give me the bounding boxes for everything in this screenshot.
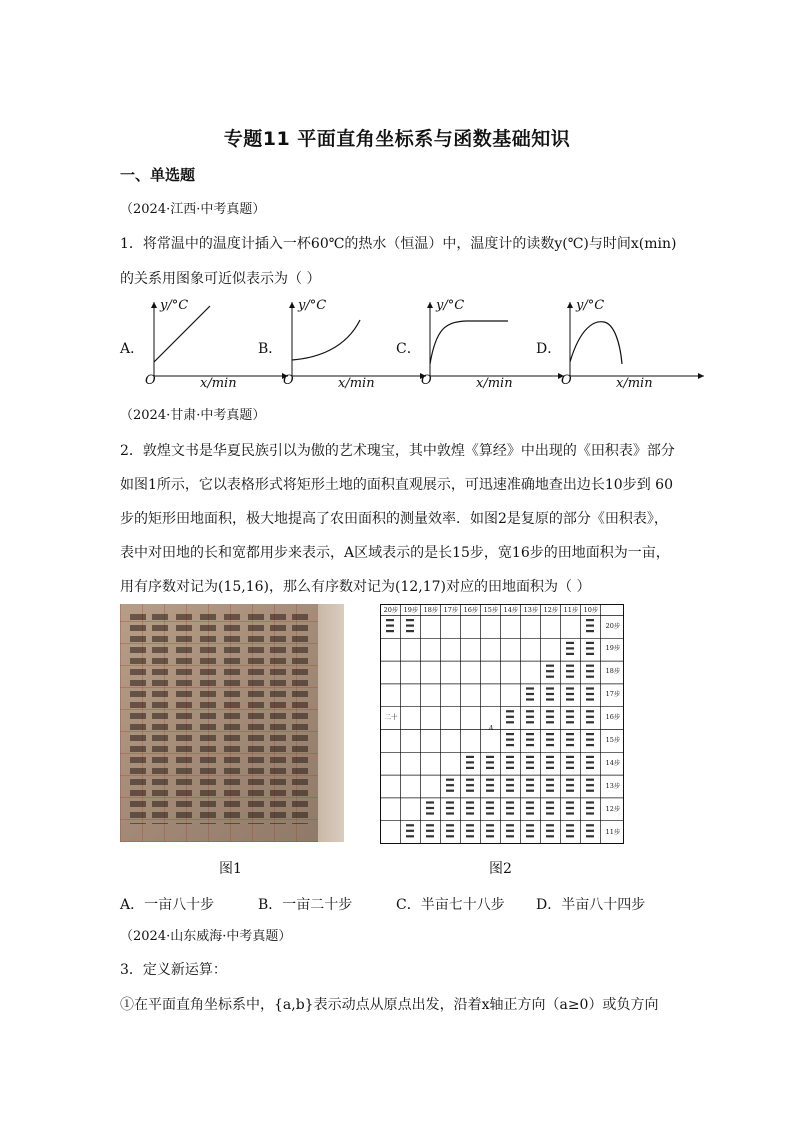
q3-stem-line-1: 3．定义新运算： [120, 962, 227, 978]
figure-2-field-table [380, 604, 624, 844]
table-cell-glyph [546, 790, 554, 792]
table-cell-glyph [526, 830, 534, 832]
table-cell-glyph [586, 647, 594, 649]
table-cell-glyph [446, 812, 454, 814]
table-cell-glyph [586, 676, 594, 678]
table-cell-glyph [486, 824, 494, 826]
table-cell-glyph [526, 756, 534, 758]
table-row-label: 11步 [605, 828, 621, 836]
table-cell-glyph [546, 698, 554, 700]
q1-b-ylabel: y/°C [298, 298, 327, 313]
table-cell-glyph [506, 807, 514, 809]
table-cell-glyph [446, 835, 454, 837]
q1-d-ylabel: y/°C [576, 298, 605, 313]
table-cell-glyph [486, 835, 494, 837]
table-cell-glyph [586, 687, 594, 689]
table-cell-glyph [586, 625, 594, 627]
table-cell-glyph [446, 830, 454, 832]
table-cell-glyph [586, 721, 594, 723]
table-cell-glyph [406, 830, 414, 832]
table-cell-glyph [506, 716, 514, 718]
table-cell-glyph [486, 790, 494, 792]
q1-a-ylabel: y/°C [160, 298, 189, 313]
q2-option-a[interactable]: A．一亩八十步 [120, 897, 215, 913]
table-cell-glyph [526, 824, 534, 826]
table-cell-glyph [446, 824, 454, 826]
q1-c-xlabel: x/min [476, 376, 513, 391]
table-header-cell: 14步 [503, 606, 519, 614]
table-cell-glyph [466, 807, 474, 809]
table-cell-glyph [426, 830, 434, 832]
table-cell-glyph [486, 767, 494, 769]
table-cell-glyph [446, 801, 454, 803]
table-cell-glyph [466, 830, 474, 832]
table-cell-glyph [506, 744, 514, 746]
table-cell-a: A [488, 724, 494, 732]
table-cell-glyph [546, 830, 554, 832]
table-cell-glyph [526, 744, 534, 746]
table-cell-glyph [506, 779, 514, 781]
table-cell-glyph [526, 739, 534, 741]
table-cell-glyph [426, 835, 434, 837]
table-cell-glyph [446, 807, 454, 809]
table-cell-glyph [546, 687, 554, 689]
table-cell-glyph [566, 665, 574, 667]
table-cell-glyph [586, 824, 594, 826]
table-cell-glyph [586, 653, 594, 655]
table-cell-glyph [566, 784, 574, 786]
table-cell-glyph [546, 784, 554, 786]
q1-d-xlabel: x/min [616, 376, 653, 391]
table-cell-glyph [586, 784, 594, 786]
table-cell-glyph [526, 710, 534, 712]
table-cell-glyph [526, 807, 534, 809]
q2-stem-line-3: 步的矩形田地面积，极大地提高了农田面积的测量效率．如图2是复原的部分《田积表》， [120, 511, 668, 527]
table-cell-glyph [506, 721, 514, 723]
table-cell-glyph [486, 784, 494, 786]
table-cell-glyph [546, 756, 554, 758]
table-header-cell: 20步 [383, 606, 399, 614]
q1-b-origin: O [283, 373, 294, 388]
table-cell-glyph [426, 801, 434, 803]
figure-1-caption: 图1 [219, 861, 242, 877]
table-row-label: 13步 [605, 782, 621, 790]
table-cell-glyph [566, 642, 574, 644]
table-cell-glyph [586, 665, 594, 667]
table-cell-glyph [406, 625, 414, 627]
table-row-label: 20步 [605, 622, 621, 630]
table-cell-glyph [486, 830, 494, 832]
table-cell-glyph [426, 807, 434, 809]
table-cell-glyph [566, 647, 574, 649]
table-cell-glyph [526, 721, 534, 723]
table-header-cell: 11步 [563, 606, 579, 614]
table-cell-glyph [466, 812, 474, 814]
table-cell-glyph [446, 779, 454, 781]
table-cell-glyph [566, 676, 574, 678]
table-cell-glyph [586, 630, 594, 632]
table-cell-glyph [566, 693, 574, 695]
q3-source: （2024·山东威海·中考真题） [120, 929, 292, 944]
table-cell-glyph [546, 807, 554, 809]
table-cell-glyph [546, 676, 554, 678]
table-cell-glyph [546, 767, 554, 769]
table-cell-glyph [506, 733, 514, 735]
table-cell-glyph [586, 801, 594, 803]
table-row-label: 18步 [605, 667, 621, 675]
q1-c-origin: O [421, 373, 432, 388]
table-cell-glyph [566, 790, 574, 792]
table-cell-glyph [586, 744, 594, 746]
q1-a-origin: O [145, 373, 156, 388]
table-cell-glyph [586, 767, 594, 769]
table-cell-glyph [546, 710, 554, 712]
table-cell-glyph [586, 716, 594, 718]
table-cell-glyph [566, 721, 574, 723]
table-row-label: 12步 [605, 805, 621, 813]
table-cell-glyph [566, 756, 574, 758]
table-cell-glyph [546, 801, 554, 803]
table-cell-glyph [566, 698, 574, 700]
table-cell-glyph [586, 807, 594, 809]
table-cell-glyph [506, 710, 514, 712]
table-cell-glyph [466, 801, 474, 803]
figure-1-manuscript-photo [120, 604, 344, 842]
table-cell-glyph [586, 733, 594, 735]
table-cell-glyph [526, 812, 534, 814]
q2-option-d[interactable]: D．半亩八十四步 [536, 897, 646, 913]
table-cell-glyph [506, 835, 514, 837]
table-cell-glyph [566, 830, 574, 832]
table-cell-glyph [506, 824, 514, 826]
table-cell-glyph [466, 784, 474, 786]
table-cell-glyph [526, 779, 534, 781]
table-cell-glyph [586, 739, 594, 741]
table-cell-glyph [566, 779, 574, 781]
table-cell-glyph [546, 835, 554, 837]
table-row-label: 17步 [605, 690, 621, 698]
table-cell-glyph [566, 767, 574, 769]
table-cell-glyph [386, 625, 394, 627]
q1-source: （2024·江西·中考真题） [120, 202, 266, 217]
table-cell-glyph [526, 767, 534, 769]
table-cell-glyph [546, 824, 554, 826]
table-cell-glyph [586, 698, 594, 700]
table-cell-glyph [486, 801, 494, 803]
table-cell-glyph [506, 812, 514, 814]
table-cell-glyph [546, 812, 554, 814]
table-cell-glyph [566, 687, 574, 689]
table-cell-glyph [526, 698, 534, 700]
table-header-cell: 12步 [543, 606, 559, 614]
table-cell-glyph [466, 761, 474, 763]
table-header-cell: 19步 [403, 606, 419, 614]
table-cell-glyph [546, 761, 554, 763]
table-cell-glyph [586, 790, 594, 792]
q2-stem-line-5: 用有序数对记为(15,16)，那么有序数对记为(12,17)对应的田地面积为（ ） [120, 579, 591, 595]
table-cell-glyph [526, 761, 534, 763]
table-cell-glyph [406, 630, 414, 632]
page-title: 专题11 平面直角坐标系与函数基础知识 [223, 128, 571, 150]
table-cell-glyph [486, 779, 494, 781]
table-cell-glyph [526, 801, 534, 803]
table-row-label: 15步 [605, 736, 621, 744]
table-cell-glyph [546, 716, 554, 718]
table-cell-glyph [546, 733, 554, 735]
table-cell-glyph [586, 756, 594, 758]
q2-source: （2024·甘肃·中考真题） [120, 408, 266, 423]
table-cell-glyph [546, 744, 554, 746]
table-cell-glyph [506, 790, 514, 792]
table-cell-glyph [566, 812, 574, 814]
table-cell-glyph [586, 693, 594, 695]
table-cell-glyph [466, 835, 474, 837]
table-header-cell: 13步 [523, 606, 539, 614]
table-cell-glyph [566, 744, 574, 746]
q2-stem-line-1: 2．敦煌文书是华夏民族引以为傲的艺术瑰宝，其中敦煌《算经》中出现的《田积表》部分 [120, 443, 675, 459]
q1-b-xlabel: x/min [338, 376, 375, 391]
table-cell-glyph [526, 784, 534, 786]
table-cell-glyph [506, 739, 514, 741]
table-cell-glyph [546, 665, 554, 667]
table-cell-glyph [566, 824, 574, 826]
table-cell-glyph [586, 812, 594, 814]
table-cell-glyph [566, 801, 574, 803]
table-cell-glyph [406, 824, 414, 826]
table-cell-glyph [486, 807, 494, 809]
table-cell-glyph [546, 670, 554, 672]
table-cell-glyph [566, 739, 574, 741]
table-header-cell: 17步 [443, 606, 459, 614]
table-cell-glyph [566, 761, 574, 763]
table-cell-glyph [486, 812, 494, 814]
table-cell-glyph [566, 716, 574, 718]
table-cell-glyph [526, 716, 534, 718]
table-cell-glyph [466, 767, 474, 769]
table-cell-glyph [486, 756, 494, 758]
table-cell-glyph [566, 733, 574, 735]
table-cell-glyph [526, 835, 534, 837]
table-cell-glyph [566, 807, 574, 809]
table-cell-glyph [506, 830, 514, 832]
q1-a-xlabel: x/min [200, 376, 237, 391]
table-row-label: 19步 [605, 644, 621, 652]
table-cell-glyph [406, 619, 414, 621]
table-cell-er-shi: 二十 [384, 713, 398, 721]
table-cell-glyph [466, 756, 474, 758]
table-cell-glyph [426, 812, 434, 814]
table-cell-glyph [566, 670, 574, 672]
table-cell-glyph [506, 784, 514, 786]
q1-d-origin: O [561, 373, 572, 388]
table-cell-glyph [526, 693, 534, 695]
q2-option-b[interactable]: B．一亩二十步 [258, 897, 353, 913]
section-heading: 一、单选题 [120, 166, 196, 184]
table-cell-glyph [506, 756, 514, 758]
table-cell-glyph [526, 687, 534, 689]
table-header-cell: 18步 [423, 606, 439, 614]
table-cell-glyph [386, 619, 394, 621]
table-cell-glyph [566, 710, 574, 712]
table-row-label: 16步 [605, 713, 621, 721]
table-cell-glyph [466, 824, 474, 826]
table-cell-glyph [546, 693, 554, 695]
table-header-cell: 15步 [483, 606, 499, 614]
table-cell-glyph [486, 761, 494, 763]
q1-option-d-label[interactable]: D． [536, 341, 562, 357]
table-cell-glyph [386, 630, 394, 632]
table-cell-glyph [526, 790, 534, 792]
table-cell-glyph [586, 761, 594, 763]
table-header-cell: 10步 [583, 606, 599, 614]
q1-option-a-label[interactable]: A． [120, 341, 145, 357]
q1-stem-line-1: 1．将常温中的温度计插入一杯60℃的热水（恒温）中，温度计的读数y(℃)与时间x(min) [120, 236, 677, 252]
table-cell-glyph [546, 721, 554, 723]
table-cell-glyph [566, 653, 574, 655]
q1-option-c-label[interactable]: C． [396, 341, 421, 357]
table-cell-glyph [446, 784, 454, 786]
table-cell-glyph [586, 830, 594, 832]
table-header-cell: 16步 [463, 606, 479, 614]
table-cell-glyph [586, 779, 594, 781]
q2-stem-line-4: 表中对田地的长和宽都用步来表示，A区域表示的是长15步，宽16步的田地面积为一亩， [120, 545, 670, 561]
table-cell-glyph [586, 710, 594, 712]
table-row-label: 14步 [605, 759, 621, 767]
table-cell-glyph [426, 824, 434, 826]
q3-stem-line-2: ①在平面直角坐标系中，{a,b}表示动点从原点出发，沿着x轴正方向（a≥0）或负方向 [120, 997, 659, 1013]
table-cell-glyph [506, 767, 514, 769]
table-cell-glyph [466, 779, 474, 781]
table-cell-glyph [506, 761, 514, 763]
table-cell-glyph [546, 779, 554, 781]
table-cell-glyph [406, 835, 414, 837]
table-cell-glyph [466, 790, 474, 792]
table-cell-glyph [526, 733, 534, 735]
table-cell-glyph [506, 801, 514, 803]
table-cell-glyph [446, 790, 454, 792]
q1-option-b-label[interactable]: B． [258, 341, 283, 357]
table-cell-glyph [566, 835, 574, 837]
q1-stem-line-2: 的关系用图象可近似表示为（ ） [120, 271, 321, 287]
table-cell-glyph [586, 619, 594, 621]
q1-c-ylabel: y/°C [436, 298, 465, 313]
table-cell-glyph [586, 642, 594, 644]
q2-stem-line-2: 如图1所示，它以表格形式将矩形土地的面积直观展示，可迅速准确地查出边长10步到 60 [120, 477, 673, 493]
table-cell-glyph [586, 670, 594, 672]
figure-2-caption: 图2 [489, 861, 512, 877]
table-cell-glyph [586, 835, 594, 837]
table-cell-glyph [546, 739, 554, 741]
q2-option-c[interactable]: C．半亩七十八步 [396, 897, 505, 913]
